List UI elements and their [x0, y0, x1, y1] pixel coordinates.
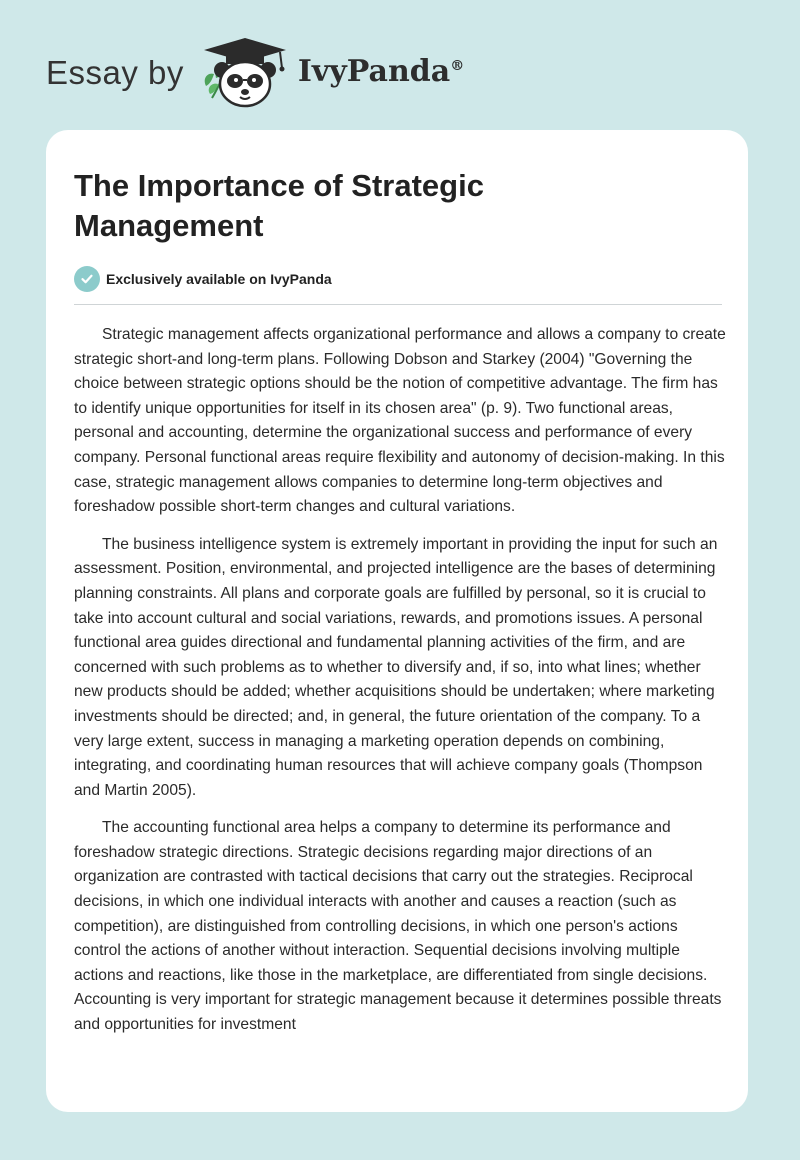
page-title: The Importance of Strategic Management: [74, 168, 484, 243]
panda-graduate-icon[interactable]: [200, 36, 290, 108]
brand-name[interactable]: IvyPanda®: [297, 54, 465, 89]
paragraph: The accounting functional area helps a company to determine its performance and foreshadow strategic directions. Strategic decisions regarding major directions of an organization are contrasted with tactical decisions that carry out the strategies. Reciprocal decisions, in which one individual interacts with another and causes a reaction (such as competition), are distinguished from controlling decisions, in which one person's actions control the actions of another without interaction. Sequential decisions involving multiple actions and reactions, like those in the marketplace, are differentiated from single decisions. Accounting is very important for strategic management because it determines possible threats and opportunities for investment: [74, 819, 722, 1034]
paragraph: Strategic management affects organizational performance and allows a company to create strategic short-and long-term plans. Following Dobson and Starkey (2004) "Governing the choice between strategic options should be the notion of competitive advantage. The firm has to identify unique opportunities for itself in its chosen area" (p. 9). Two functional areas, personal and accounting, determine the organizational success and performance of every company. Personal functional areas require flexibility and autonomy of decision-making. In this case, strategic management allows companies to determine long-term objectives and foreshadow possible short-term changes and cultural variations.: [74, 326, 726, 516]
essay-card: [46, 130, 748, 1112]
essay-by-label: Essay by: [46, 53, 184, 91]
site-header: [46, 36, 464, 108]
exclusive-badge: [74, 266, 722, 292]
divider: [74, 304, 722, 305]
registered-mark: ®: [450, 58, 465, 74]
exclusive-label: Exclusively available on IvyPanda: [106, 271, 332, 287]
essay-body: [74, 323, 726, 1038]
check-icon: [74, 266, 100, 292]
paragraph: The business intelligence system is extremely important in providing the input for such an assessment. Position, environmental, and projected intelligence are the bases of determining planning constraints. All plans and corporate goals are fulfilled by personal, so it is crucial to take into account cultural and social variations, rewards, and promotions issues. A personal functional area guides directional and fundamental planning activities of the firm, and are concerned with such problems as to whether to diversify and, if so, into what lines; whether new products should be added; whether acquisitions should be undertaken; where marketing investments should be directed; and, in general, the future orientation of the company. To a very large extent, success in managing a marketing operation depends on combining, integrating, and coordinating human resources that will achieve company goals (Thompson and Martin 2005).: [74, 535, 718, 799]
